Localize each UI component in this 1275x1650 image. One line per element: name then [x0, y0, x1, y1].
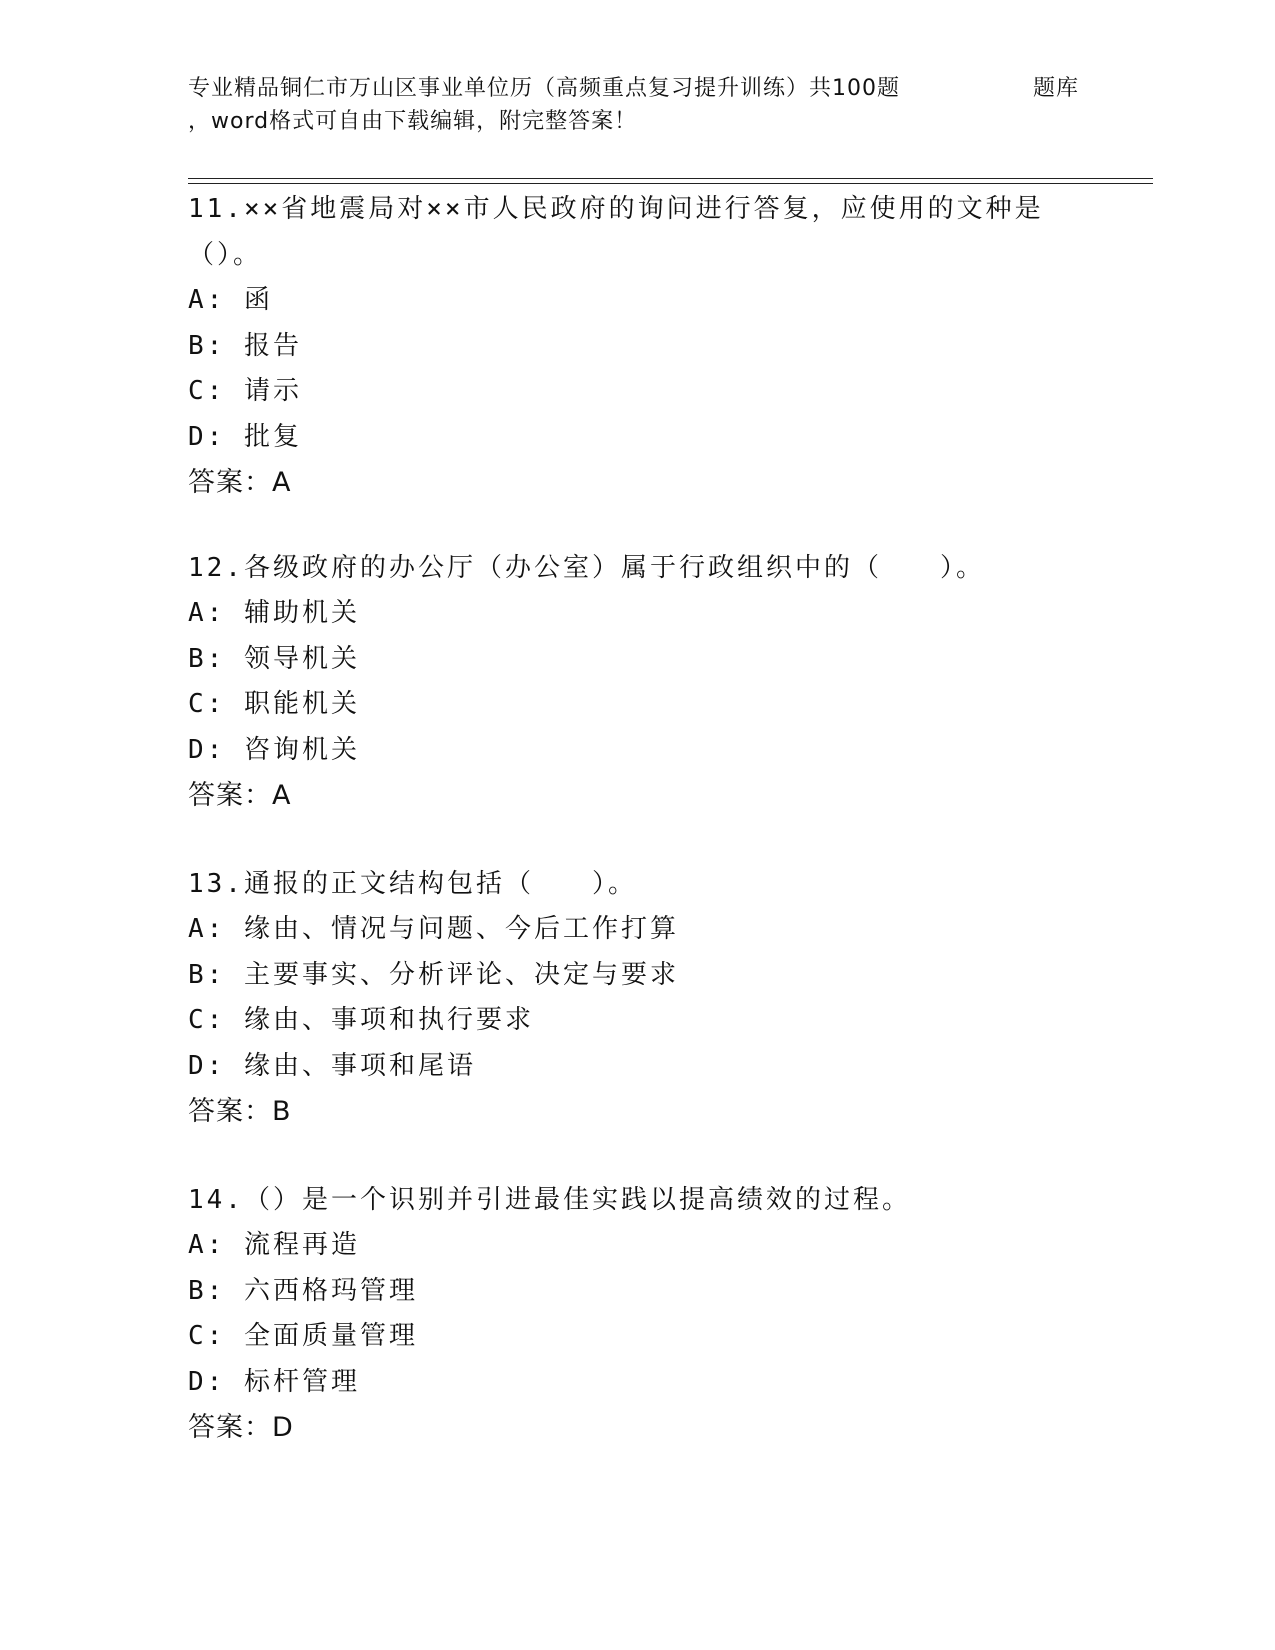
answer-line: 答案：A — [188, 780, 292, 811]
header-title: 专业精品铜仁市万山区事业单位历（高频重点复习提升训练）共100题 — [188, 76, 900, 101]
option-d: D: 缘由、事项和尾语 — [188, 1050, 476, 1081]
question-stem: 13.通报的正文结构包括（ ）。 — [188, 869, 637, 899]
answer-line: 答案：A — [188, 467, 292, 498]
option-b: B: 主要事实、分析评论、决定与要求 — [188, 959, 679, 990]
question-stem: 11.××省地震局对××市人民政府的询问进行答复，应使用的文种是 — [188, 194, 1044, 224]
header-divider-top — [188, 178, 1153, 179]
option-b: B: 报告 — [188, 330, 302, 361]
option-d: D: 标杆管理 — [188, 1366, 360, 1397]
question-11 — [188, 186, 1088, 506]
option-c: C: 缘由、事项和执行要求 — [188, 1005, 534, 1035]
option-a: A: 流程再造 — [188, 1230, 360, 1260]
option-d: D: 咨询机关 — [188, 734, 360, 765]
header-divider-bottom — [188, 183, 1153, 184]
header-right-tag: 题库 — [1033, 76, 1080, 101]
header-subtitle: ，word格式可自由下载编辑，附完整答案！ — [188, 109, 638, 134]
answer-line: 答案：B — [188, 1096, 292, 1127]
option-c: C: 请示 — [188, 376, 302, 406]
option-a: A: 函 — [188, 285, 273, 315]
option-c: C: 职能机关 — [188, 689, 360, 719]
option-d: D: 批复 — [188, 421, 302, 452]
question-14 — [188, 1177, 1088, 1451]
answer-line: 答案：D — [188, 1412, 294, 1443]
document-header — [188, 72, 1088, 138]
option-c: C: 全面质量管理 — [188, 1321, 418, 1351]
option-b: B: 领导机关 — [188, 643, 360, 674]
option-a: A: 辅助机关 — [188, 598, 360, 628]
question-stem: 12.各级政府的办公厅（办公室）属于行政组织中的（ ）。 — [188, 553, 985, 583]
question-stem: 14.（）是一个识别并引进最佳实践以提高绩效的过程。 — [188, 1185, 911, 1215]
question-13 — [188, 861, 1088, 1135]
question-12 — [188, 545, 1088, 819]
option-a: A: 缘由、情况与问题、今后工作打算 — [188, 914, 679, 944]
header-title-line — [188, 72, 1088, 105]
question-stem-continued: （）。 — [188, 240, 263, 270]
option-b: B: 六西格玛管理 — [188, 1275, 418, 1306]
